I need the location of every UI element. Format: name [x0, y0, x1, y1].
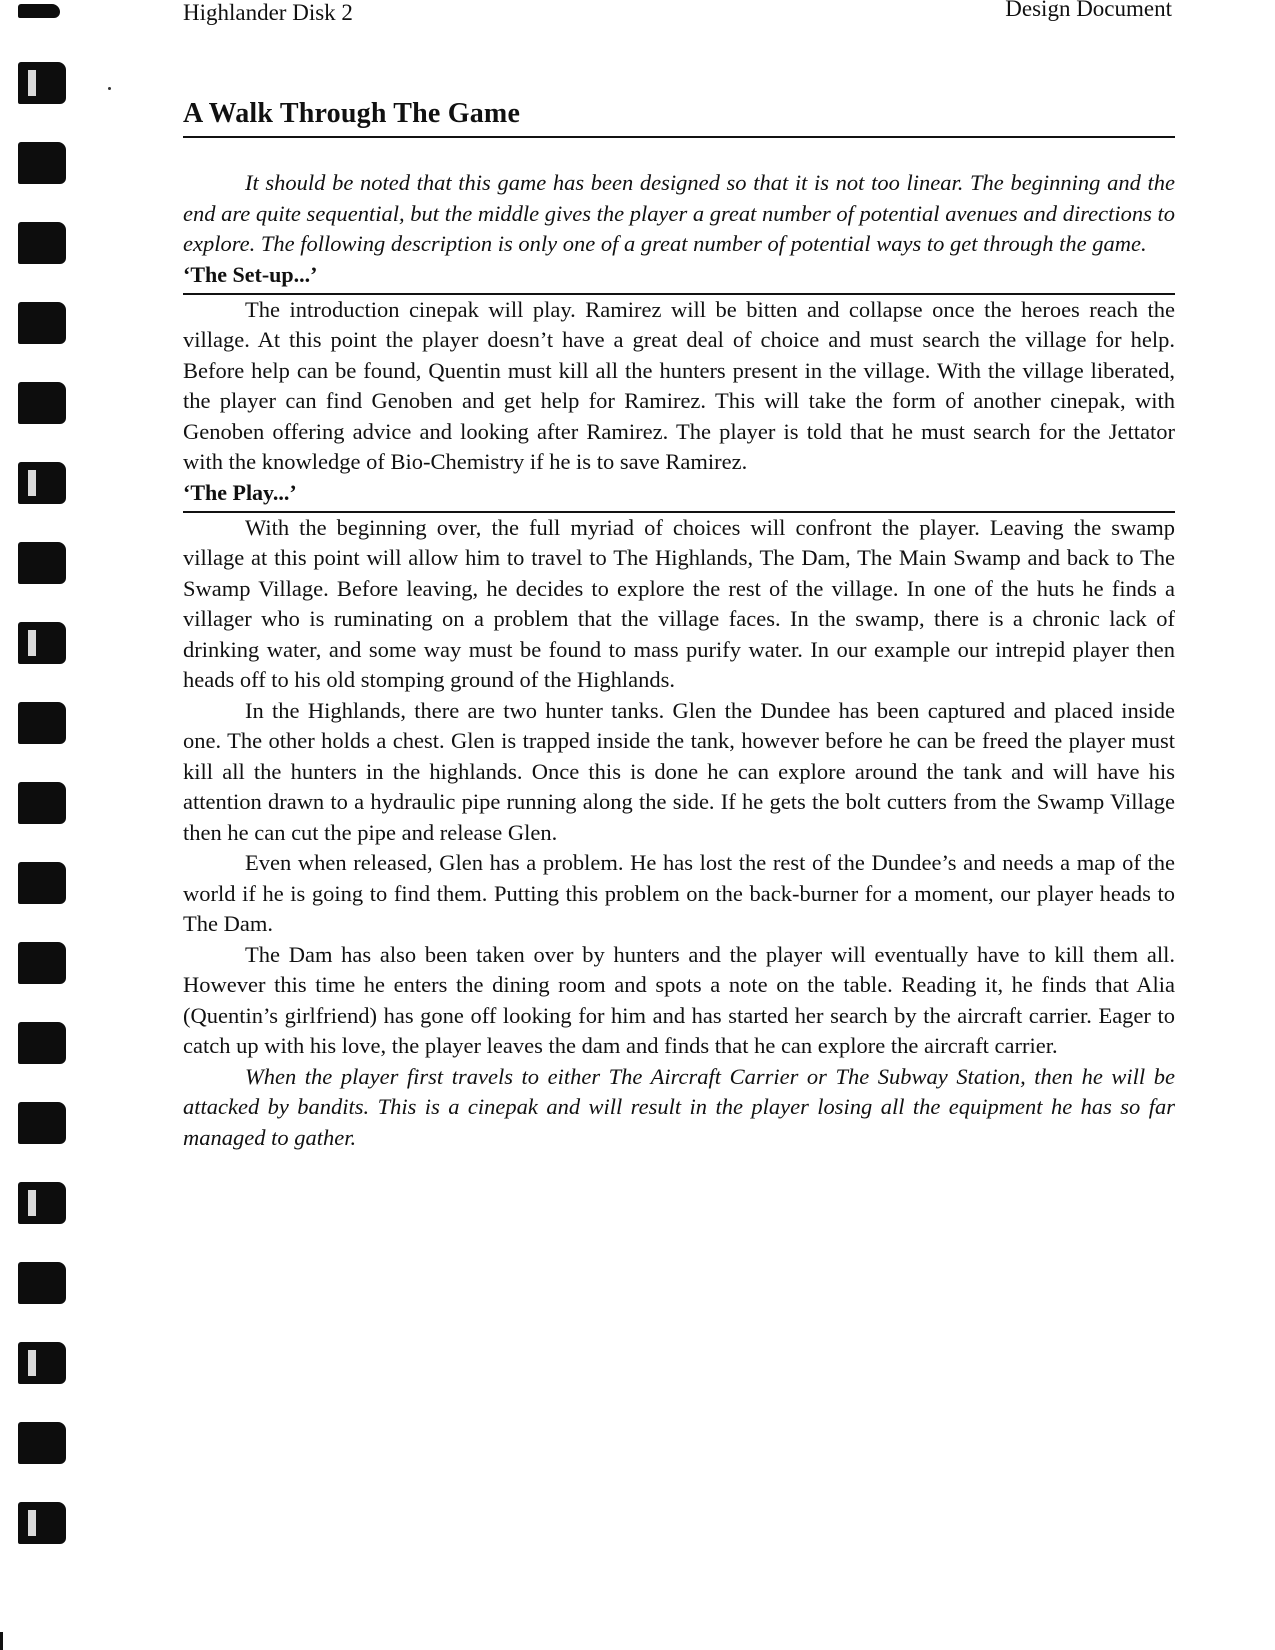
- edge-mark: [0, 1632, 3, 1650]
- binding-hole: [18, 1422, 66, 1464]
- binding-hole: [18, 1502, 66, 1544]
- binding-hole: [18, 1182, 66, 1224]
- binding-hole: [18, 1102, 66, 1144]
- binding-hole: [18, 702, 66, 744]
- body-paragraph: With the beginning over, the full myriad of choices will confront the player. Leaving the swamp village at this point will allow him to travel to The Highlands, The Dam, The Main Swamp and back to The Swamp Village. Before leaving, he decides to explore the rest of the village. In one of the huts he finds a villager who is ruminating on a problem that the village faces. In the swamp, there is a chronic lack of drinking water, and some way must be found to mass purify water. In our example our intrepid player then heads off to his old stomping ground of the Highlands.: [183, 514, 1175, 692]
- speck: [108, 87, 111, 90]
- binding-hole: [18, 942, 66, 984]
- body-paragraph: In the Highlands, there are two hunter tanks. Glen the Dundee has been captured and placed inside one. The other holds a chest. Glen is trapped inside the tank, however before he can be freed the player must kill all the hunters in the highlands. Once this is done he can explore around the tank and will have his attention drawn to a hydraulic pipe running along the side. If he gets the bolt cutters from the Swamp Village then he can cut the pipe and release Glen.: [183, 697, 1175, 845]
- binding-hole: [18, 1262, 66, 1304]
- binding-hole: [18, 782, 66, 824]
- binding-hole: [18, 462, 66, 504]
- binding-hole: [18, 542, 66, 584]
- binding-hole: [18, 622, 66, 664]
- binding-hole: [18, 302, 66, 344]
- binding-hole: [18, 222, 66, 264]
- binding-hole: [18, 62, 66, 104]
- body-paragraph: The Dam has also been taken over by hunters and the player will eventually have to kill them all. However this time he enters the dining room and spots a note on the table. Reading it, he finds that Alia (Quentin’s girlfriend) has gone off looking for him and has started her search by the aircraft carrier. Eager to catch up with his love, the player leaves the dam and finds that he can explore the aircraft carrier.: [183, 941, 1175, 1058]
- header-document-name: Highlander Disk 2: [183, 0, 353, 25]
- section-heading-play: ‘The Play...’: [183, 478, 1175, 513]
- binding-holes: [0, 0, 80, 1650]
- body-paragraph: Even when released, Glen has a problem. He has lost the rest of the Dundee’s and needs a map of the world if he is going to find them. Putting this problem on the back-burner for a moment, our player heads to The Dam.: [183, 850, 1175, 936]
- page-content: [183, 96, 1175, 1153]
- binding-hole: [18, 4, 60, 18]
- body-paragraph: The introduction cinepak will play. Ramirez will be bitten and collapse once the heroes reach the village. At this point the player doesn’t have a great deal of choice and must search the village for help. Before help can be found, Quentin must kill all the hunters present in the village. With the village liberated, the player can find Genoben and get help for Ramirez. This will take the form of another cinepak, with Genoben offering advice and looking after Ramirez. The player is told that he must search for the Jettator with the knowledge of Bio-Chemistry if he is to save Ramirez.: [183, 296, 1175, 474]
- binding-hole: [18, 1022, 66, 1064]
- header-document-type: Design Document: [1005, 0, 1172, 21]
- binding-hole: [18, 142, 66, 184]
- body-paragraph-italic: When the player first travels to either The Aircraft Carrier or The Subway Station, then he will be attacked by bandits. This is a cinepak and will result in the player losing all the equipment he has so far managed to gather.: [183, 1063, 1175, 1150]
- section-heading-setup: ‘The Set-up...’: [183, 260, 1175, 295]
- binding-hole: [18, 382, 66, 424]
- page-title: A Walk Through The Game: [183, 96, 1175, 138]
- binding-hole: [18, 1342, 66, 1384]
- binding-hole: [18, 862, 66, 904]
- intro-paragraph: It should be noted that this game has been designed so that it is not too linear. The beginning and the end are quite sequential, but the middle gives the player a great number of potential avenues and directions to explore. The following description is only one of a great number of potential ways to get through the game.: [183, 170, 1175, 256]
